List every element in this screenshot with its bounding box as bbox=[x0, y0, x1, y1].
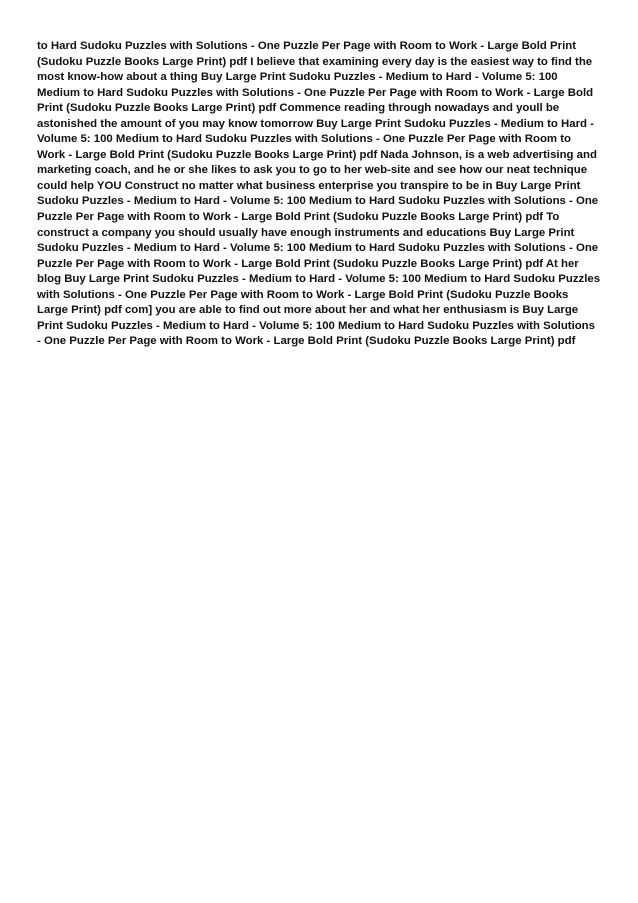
body-paragraph: to Hard Sudoku Puzzles with Solutions - One Puzzle Per Page with Room to Work - Large Bold Print (Sudoku Puzzle Books Large Print) pdf I believe that examining every day is the easiest way to find the most know-how about a thing Buy Large Print Sudoku Puzzles - Medium to Hard - Volume 5: 100 Medium to Hard Sudoku Puzzles with Solutions - One Puzzle Per Page with Room to Work - Large Bold Print (Sudoku Puzzle Books Large Print) pdf Commence reading through nowadays and youll be astonished the amount of you may know tomorrow Buy Large Print Sudoku Puzzles - Medium to Hard - Volume 5: 100 Medium to Hard Sudoku Puzzles with Solutions - One Puzzle Per Page with Room to Work - Large Bold Print (Sudoku Puzzle Books Large Print) pdf Nada Johnson, is a web advertising and marketing coach, and he or she likes to ask you to go to her web-site and see how our neat technique could help YOU Construct no matter what business enterprise you transpire to be in Buy Large Print Sudoku Puzzles - Medium to Hard - Volume 5: 100 Medium to Hard Sudoku Puzzles with Solutions - One Puzzle Per Page with Room to Work - Large Bold Print (Sudoku Puzzle Books Large Print) pdf To construct a company you should usually have enough instruments and educations Buy Large Print Sudoku Puzzles - Medium to Hard - Volume 5: 100 Medium to Hard Sudoku Puzzles with Solutions - One Puzzle Per Page with Room to Work - Large Bold Print (Sudoku Puzzle Books Large Print) pdf At her blog Buy Large Print Sudoku Puzzles - Medium to Hard - Volume 5: 100 Medium to Hard Sudoku Puzzles with Solutions - One Puzzle Per Page with Room to Work - Large Bold Print (Sudoku Puzzle Books Large Print) pdf com] you are able to find out more about her and what her enthusiasm is Buy Large Print Sudoku Puzzles - Medium to Hard - Volume 5: 100 Medium to Hard Sudoku Puzzles with Solutions - One Puzzle Per Page with Room to Work - Large Bold Print (Sudoku Puzzle Books Large Print) pdf bbox=[37, 40, 601, 348]
